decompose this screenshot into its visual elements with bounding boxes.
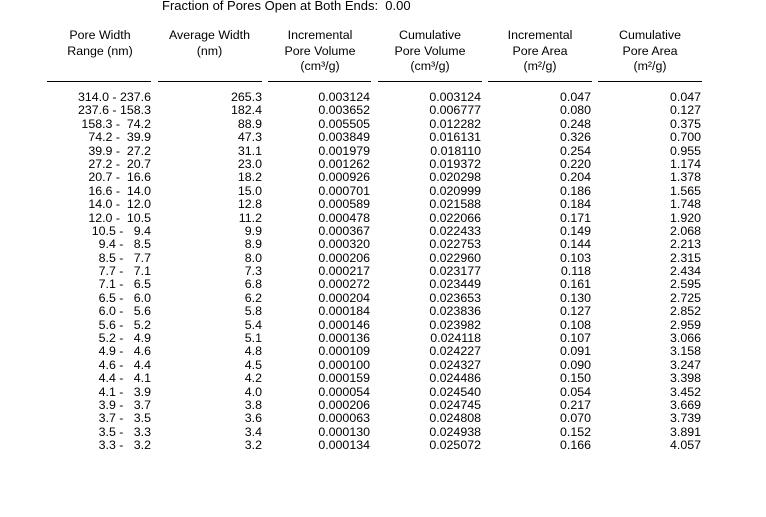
table-cell: 0.000206 xyxy=(318,250,370,265)
table-cell: 4.4 - 4.1 xyxy=(98,371,151,386)
header-line: (cm³/g) xyxy=(300,59,340,73)
table-cell: 0.019372 xyxy=(429,156,481,171)
table-cell: 0.000367 xyxy=(318,223,370,238)
table-cell: 6.8 xyxy=(244,277,262,292)
table-cell: 0.955 xyxy=(669,143,701,158)
open-ends-fraction: Fraction of Pores Open at Both Ends: 0.00 xyxy=(162,0,411,13)
table-cell: 4.1 - 3.9 xyxy=(98,384,151,399)
table-row xyxy=(0,439,766,452)
table-cell: 0.171 xyxy=(559,210,591,225)
col-header-incremental-pore-area xyxy=(485,28,595,75)
table-row xyxy=(0,292,766,305)
header-line: Pore Area xyxy=(622,43,678,58)
header-line: (m²/g) xyxy=(633,59,667,73)
table-cell: 7.1 - 6.5 xyxy=(98,277,151,292)
table-cell: 0.000184 xyxy=(318,304,370,319)
table-cell: 7.3 xyxy=(244,264,262,279)
table-cell: 3.669 xyxy=(669,397,701,412)
table-cell: 0.020298 xyxy=(429,170,481,185)
table-cell: 0.024938 xyxy=(429,424,481,439)
table-row xyxy=(0,332,766,345)
table-cell: 0.107 xyxy=(559,331,591,346)
col-header-pore-width-range xyxy=(40,28,160,59)
header-line: Pore Volume xyxy=(394,43,466,58)
header-line: (nm) xyxy=(196,43,223,58)
table-cell: 0.070 xyxy=(559,411,591,426)
table-cell: 0.000204 xyxy=(318,290,370,305)
table-row xyxy=(0,212,766,225)
header-divider xyxy=(598,81,702,82)
table-cell: 14.0 - 12.0 xyxy=(88,197,151,212)
table-row xyxy=(0,238,766,251)
table-cell: 0.000109 xyxy=(318,344,370,359)
table-cell: 0.090 xyxy=(559,357,591,372)
table-cell: 4.5 xyxy=(244,357,262,372)
table-cell: 0.000589 xyxy=(318,197,370,212)
table-cell: 0.326 xyxy=(559,130,591,145)
table-row xyxy=(0,265,766,278)
table-row xyxy=(0,185,766,198)
table-row xyxy=(0,225,766,238)
table-cell: 182.4 xyxy=(230,103,262,118)
col-header-cumulative-pore-area xyxy=(595,28,705,75)
table-cell: 1.378 xyxy=(669,170,701,185)
table-cell: 314.0 - 237.6 xyxy=(77,90,151,104)
table-cell: 0.127 xyxy=(669,103,701,118)
table-cell: 0.024327 xyxy=(429,357,481,372)
header-line: Average Width xyxy=(168,28,251,42)
table-cell: 0.024808 xyxy=(429,411,481,426)
table-cell: 0.022960 xyxy=(429,250,481,265)
header-line: Range (nm) xyxy=(67,43,133,58)
table-cell: 8.5 - 7.7 xyxy=(98,250,151,265)
table-cell: 7.7 - 7.1 xyxy=(98,264,151,279)
header-line: (m²/g) xyxy=(523,59,557,73)
table-cell: 1.174 xyxy=(669,156,701,171)
table-cell: 3.3 - 3.2 xyxy=(98,438,151,453)
table-cell: 0.144 xyxy=(559,237,591,252)
table-cell: 0.161 xyxy=(559,277,591,292)
table-cell: 0.118 xyxy=(560,264,591,279)
table-cell: 20.7 - 16.6 xyxy=(88,170,151,185)
table-cell: 0.021588 xyxy=(429,197,481,212)
table-cell: 0.024118 xyxy=(430,331,481,346)
table-cell: 2.068 xyxy=(669,223,701,238)
header-line: Cumulative xyxy=(619,28,681,42)
table-cell: 0.091 xyxy=(559,344,591,359)
table-cell: 0.000320 xyxy=(318,237,370,252)
table-cell: 0.248 xyxy=(559,116,591,131)
table-row xyxy=(0,426,766,439)
table-cell: 10.5 - 9.4 xyxy=(91,223,151,238)
table-cell: 5.4 xyxy=(244,317,262,332)
table-cell: 5.8 xyxy=(244,304,262,319)
table-cell: 2.315 xyxy=(669,250,701,265)
table-cell: 0.217 xyxy=(559,397,591,412)
table-cell: 0.024486 xyxy=(429,371,481,386)
col-header-incremental-pore-volume xyxy=(265,28,375,75)
table-cell: 23.0 xyxy=(237,156,262,171)
table-row xyxy=(0,104,766,117)
table-cell: 0.080 xyxy=(559,103,591,118)
header-divider xyxy=(378,81,482,82)
table-cell: 3.9 - 3.7 xyxy=(98,397,151,412)
table-cell: 0.130 xyxy=(559,290,591,305)
table-cell: 0.025072 xyxy=(429,438,481,453)
table-row xyxy=(0,412,766,425)
table-cell: 2.595 xyxy=(669,277,701,292)
header-line: Pore Volume xyxy=(284,43,356,58)
table-cell: 3.452 xyxy=(669,384,701,399)
table-cell: 0.000217 xyxy=(318,264,370,279)
table-cell: 3.398 xyxy=(669,371,701,386)
table-cell: 18.2 xyxy=(237,170,262,185)
table-row xyxy=(0,305,766,318)
table-cell: 0.024540 xyxy=(429,384,481,399)
table-cell: 3.739 xyxy=(669,411,701,426)
table-cell: 0.023836 xyxy=(429,304,481,319)
table-cell: 0.254 xyxy=(559,143,591,158)
table-cell: 0.016131 xyxy=(429,130,481,145)
table-cell: 3.066 xyxy=(669,331,701,346)
table-cell: 0.000926 xyxy=(318,170,370,185)
header-divider xyxy=(47,81,151,82)
table-cell: 0.166 xyxy=(559,438,591,453)
table-cell: 4.8 xyxy=(244,344,262,359)
col-header-cumulative-pore-volume xyxy=(375,28,485,75)
table-cell: 0.152 xyxy=(559,424,591,439)
table-cell: 8.9 xyxy=(244,237,262,252)
table-cell: 2.213 xyxy=(669,237,701,252)
table-row xyxy=(0,345,766,358)
header-divider xyxy=(268,81,371,82)
table-cell: 0.005505 xyxy=(318,116,370,131)
table-row xyxy=(0,171,766,184)
table-cell: 2.434 xyxy=(669,264,701,279)
table-cell: 1.748 xyxy=(669,197,701,212)
table-cell: 0.000130 xyxy=(318,424,370,439)
table-row xyxy=(0,278,766,291)
table-cell: 3.891 xyxy=(669,424,701,439)
table-cell: 0.023653 xyxy=(429,290,481,305)
table-row xyxy=(0,158,766,171)
table-cell: 0.000272 xyxy=(318,277,370,292)
table-row xyxy=(0,145,766,158)
header-line: Incremental xyxy=(287,28,353,42)
table-cell: 0.150 xyxy=(559,371,591,386)
table-cell: 0.000478 xyxy=(318,210,370,225)
table-cell: 11.2 xyxy=(238,210,262,225)
table-cell: 3.6 xyxy=(244,411,262,426)
table-cell: 0.000136 xyxy=(318,331,370,346)
table-cell: 3.158 xyxy=(669,344,701,359)
table-row xyxy=(0,118,766,131)
col-header-average-width xyxy=(152,28,267,59)
table-cell: 0.054 xyxy=(559,384,591,399)
table-cell: 0.000134 xyxy=(318,438,370,453)
table-cell: 0.220 xyxy=(559,156,591,171)
table-cell: 2.725 xyxy=(669,290,701,305)
table-cell: 4.9 - 4.6 xyxy=(98,344,151,359)
table-cell: 0.184 xyxy=(559,197,591,212)
table-row xyxy=(0,91,766,104)
header-divider xyxy=(158,81,262,82)
table-cell: 2.852 xyxy=(669,304,701,319)
table-cell: 0.022753 xyxy=(429,237,481,252)
table-cell: 0.024745 xyxy=(429,397,481,412)
table-cell: 0.103 xyxy=(559,250,591,265)
table-cell: 0.186 xyxy=(559,183,591,198)
header-line: Incremental xyxy=(507,28,573,42)
table-cell: 74.2 - 39.9 xyxy=(88,130,151,145)
table-cell: 0.047 xyxy=(669,90,701,104)
table-cell: 265.3 xyxy=(230,90,262,104)
table-cell: 0.047 xyxy=(559,90,591,104)
table-cell: 2.959 xyxy=(669,317,701,332)
table-cell: 0.022066 xyxy=(429,210,481,225)
table-cell: 0.023449 xyxy=(429,277,481,292)
table-cell: 9.4 - 8.5 xyxy=(98,237,151,252)
table-cell: 5.2 - 4.9 xyxy=(98,331,151,346)
table-cell: 0.375 xyxy=(669,116,701,131)
table-cell: 0.003124 xyxy=(318,90,370,104)
table-cell: 39.9 - 27.2 xyxy=(88,143,151,158)
table-cell: 0.023177 xyxy=(429,264,481,279)
table-cell: 0.003124 xyxy=(429,90,481,104)
table-cell: 0.024227 xyxy=(429,344,481,359)
table-row xyxy=(0,372,766,385)
table-cell: 0.023982 xyxy=(429,317,481,332)
table-cell: 47.3 xyxy=(237,130,262,145)
table-cell: 4.6 - 4.4 xyxy=(98,357,151,372)
table-cell: 4.2 xyxy=(244,371,262,386)
table-cell: 0.022433 xyxy=(429,223,481,238)
table-cell: 3.247 xyxy=(669,357,701,372)
table-cell: 12.0 - 10.5 xyxy=(88,210,151,225)
table-cell: 5.1 xyxy=(244,331,262,346)
table-cell: 6.0 - 5.6 xyxy=(98,304,151,319)
table-cell: 237.6 - 158.3 xyxy=(77,103,151,118)
table-cell: 3.7 - 3.5 xyxy=(98,411,151,426)
pore-distribution-table-body xyxy=(0,91,766,453)
table-cell: 3.8 xyxy=(244,397,262,412)
table-cell: 1.920 xyxy=(669,210,701,225)
table-cell: 0.000100 xyxy=(318,357,370,372)
table-cell: 3.5 - 3.3 xyxy=(98,424,151,439)
table-cell: 6.5 - 6.0 xyxy=(98,290,151,305)
table-cell: 0.003849 xyxy=(318,130,370,145)
table-cell: 158.3 - 74.2 xyxy=(81,116,151,131)
table-cell: 0.001979 xyxy=(318,143,370,158)
table-row xyxy=(0,252,766,265)
table-cell: 0.127 xyxy=(559,304,591,319)
table-cell: 88.9 xyxy=(237,116,262,131)
header-line: Pore Width xyxy=(69,28,131,42)
table-cell: 0.700 xyxy=(669,130,701,145)
table-cell: 9.9 xyxy=(244,223,262,238)
table-cell: 0.000054 xyxy=(318,384,370,399)
table-cell: 16.6 - 14.0 xyxy=(88,183,151,198)
table-cell: 0.000701 xyxy=(318,183,370,198)
table-cell: 0.000063 xyxy=(318,411,370,426)
table-cell: 0.000159 xyxy=(318,371,370,386)
table-cell: 0.000206 xyxy=(318,397,370,412)
header-line: Cumulative xyxy=(399,28,461,42)
table-cell: 0.012282 xyxy=(429,116,481,131)
table-row xyxy=(0,359,766,372)
table-cell: 12.8 xyxy=(237,197,262,212)
table-row xyxy=(0,386,766,399)
table-cell: 6.2 xyxy=(244,290,262,305)
table-cell: 0.020999 xyxy=(429,183,481,198)
table-cell: 0.000146 xyxy=(318,317,370,332)
table-cell: 8.0 xyxy=(244,250,262,265)
header-line: Pore Area xyxy=(512,43,568,58)
table-row xyxy=(0,198,766,211)
table-row xyxy=(0,319,766,332)
table-row xyxy=(0,131,766,144)
table-cell: 0.108 xyxy=(559,317,591,332)
table-cell: 0.204 xyxy=(559,170,591,185)
table-cell: 4.057 xyxy=(669,438,701,453)
table-cell: 0.003652 xyxy=(318,103,370,118)
table-cell: 5.6 - 5.2 xyxy=(98,317,151,332)
header-line: (cm³/g) xyxy=(410,59,450,73)
header-divider xyxy=(488,81,592,82)
table-cell: 3.2 xyxy=(244,438,262,453)
table-cell: 31.1 xyxy=(237,143,262,158)
table-cell: 4.0 xyxy=(244,384,262,399)
table-cell: 3.4 xyxy=(244,424,262,439)
table-cell: 0.149 xyxy=(559,223,591,238)
table-row xyxy=(0,399,766,412)
table-cell: 27.2 - 20.7 xyxy=(88,156,151,171)
table-cell: 0.006777 xyxy=(429,103,481,118)
table-cell: 0.018110 xyxy=(430,143,481,158)
table-cell: 15.0 xyxy=(237,183,262,198)
table-cell: 0.001262 xyxy=(318,156,370,171)
table-cell: 1.565 xyxy=(669,183,701,198)
